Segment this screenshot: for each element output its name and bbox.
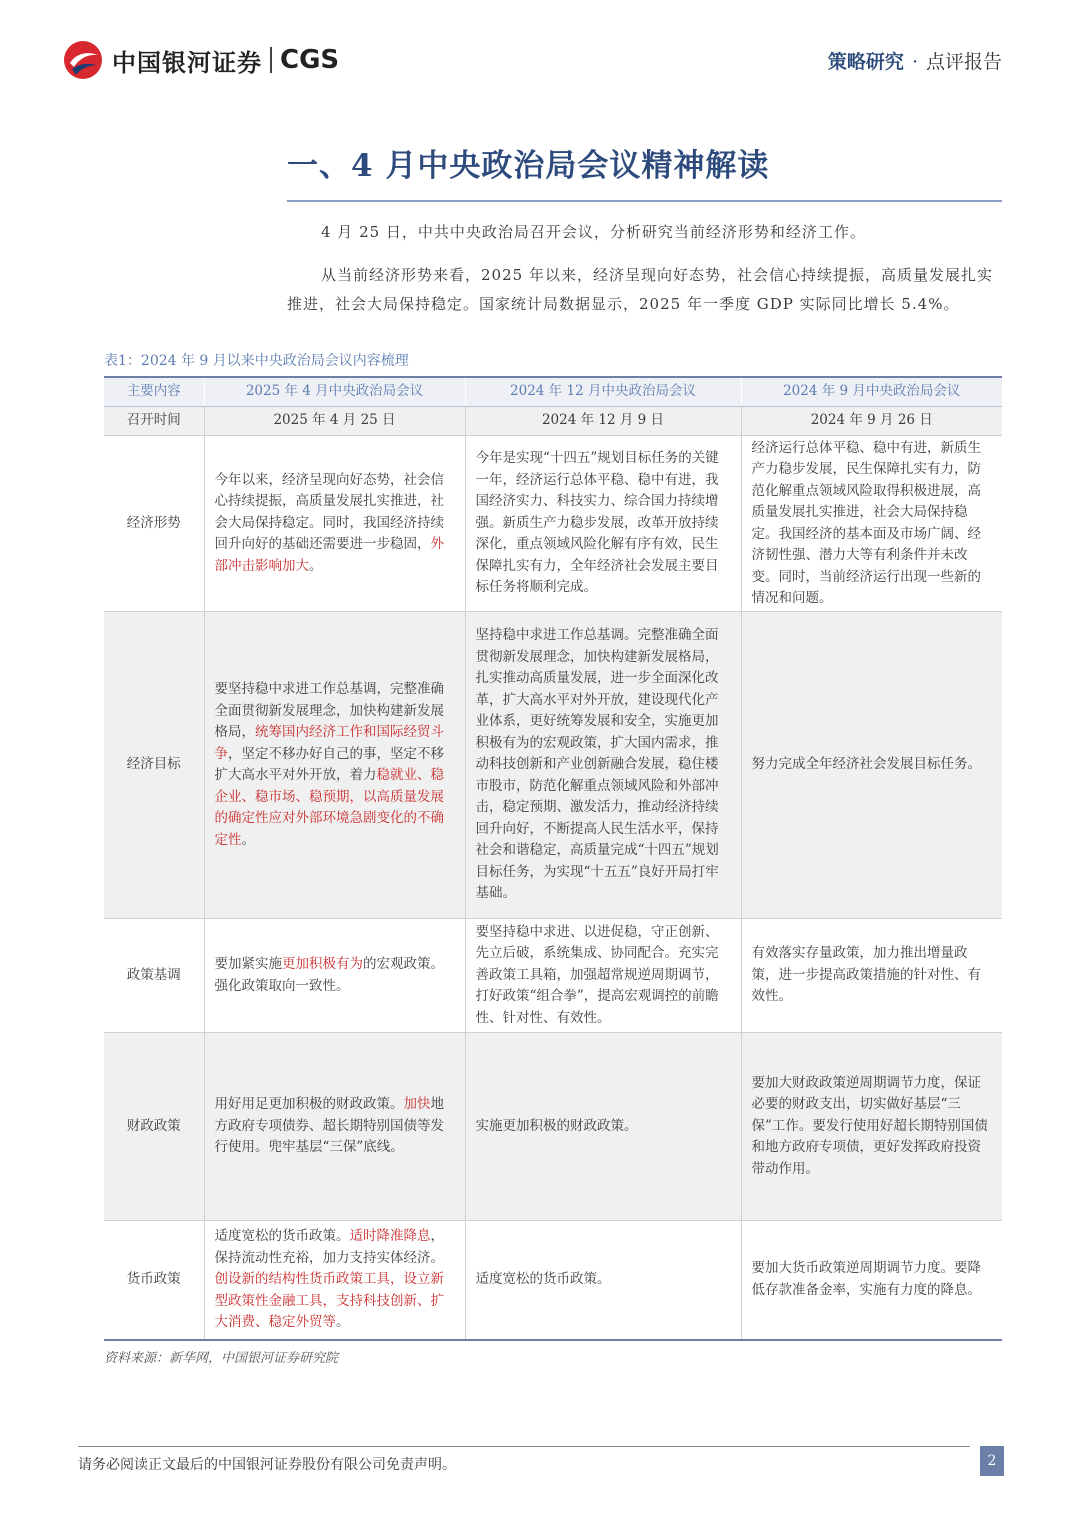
table-row — [104, 436, 1002, 612]
cell-text: 。 — [241, 831, 255, 848]
header-cell: 2025 年 4 月中央政治局会议 — [204, 377, 465, 407]
row-label: 召开时间 — [104, 407, 204, 436]
cell-text: 要加大货币政策逆周期调节力度。要降低存款准备金率，实施有力度的降息。 — [751, 1260, 981, 1298]
brand-name-en: CGS — [280, 45, 340, 75]
table-cell — [741, 1033, 1002, 1221]
row-label: 经济形势 — [104, 436, 204, 612]
table-cell — [741, 436, 1002, 612]
highlight-text: 创设新的结构性货币政策工具，设立新型政策性金融工具，支持科技创新、扩大消费、稳定外贸等 — [214, 1271, 444, 1330]
cell-text: 实施更加积极的财政政策。 — [475, 1117, 638, 1134]
cell-text: 。 — [336, 1314, 350, 1330]
section-title: 一、4 月中央政治局会议精神解读 — [287, 148, 770, 184]
policy-comparison-table — [104, 376, 1002, 1341]
paragraph-1: 4 月 25 日，中共中央政治局召开会议，分析研究当前经济形势和经济工作。 — [321, 223, 866, 241]
table-caption: 表1：2024 年 9 月以来中央政治局会议内容梳理 — [104, 353, 409, 369]
footer-divider — [78, 1446, 970, 1447]
table-row-date — [104, 407, 1002, 436]
row-label: 政策基调 — [104, 919, 204, 1033]
cell-text: 经济运行总体平稳、稳中有进，新质生产力稳步发展，民生保障扎实有力，防范化解重点领域风险取得积极进展，高质量发展扎实推进，社会大局保持稳定。我国经济的基本面及市场广阔、经济韧性强、潜力大等有利条件并未改变。同时，当前经济运行出现一些新的情况和问题。 — [751, 439, 981, 606]
report-dot: · — [911, 51, 918, 73]
cell-text: 适度宽松的货币政策。 — [475, 1271, 611, 1287]
page-header — [0, 0, 1080, 110]
table-row — [104, 1221, 1002, 1340]
header-cell: 2024 年 12 月中央政治局会议 — [465, 377, 741, 407]
cell-text: 。 — [309, 557, 323, 574]
table-cell: 2024 年 9 月 26 日 — [741, 407, 1002, 436]
footer-disclaimer: 请务必阅读正文最后的中国银河证券股份有限公司免责声明。 — [78, 1457, 456, 1473]
cell-text: 坚持稳中求进工作总基调。完整准确全面贯彻新发展理念，加快构建新发展格局，扎实推动高质量发展，进一步全面深化改革，扩大高水平对外开放，建设现代化产业体系，更好统筹发展和安全，实施更加积极有为的宏观政策，扩大国内需求，推动科技创新和产业创新融合发展，稳住楼市股市，防范化解重点领域风险和外部冲击，稳定预期、激发活力，推动经济持续回升向好，不断提高人民生活水平，保持社会和谐稳定，高质量完成“十四五”规划目标任务，为实现“十五五”良好开局打牢基础。 — [475, 627, 719, 902]
table-cell — [204, 612, 465, 919]
cell-text: 努力完成全年经济社会发展目标任务。 — [751, 756, 981, 773]
section-divider — [287, 200, 1002, 202]
report-subtype: 点评报告 — [925, 51, 1002, 73]
table-cell — [465, 436, 741, 612]
highlight-text: 外部冲击影响加大 — [214, 536, 444, 574]
table-cell — [204, 436, 465, 612]
table-cell — [741, 919, 1002, 1033]
table-cell — [741, 1221, 1002, 1340]
cgs-logo-icon — [62, 39, 104, 81]
table-cell — [204, 1221, 465, 1340]
company-logo — [62, 40, 339, 80]
cell-text: 有效落实存量政策，加力推出增量政策，进一步提高政策措施的针对性、有效性。 — [751, 945, 981, 1005]
report-category: 策略研究 — [827, 51, 904, 73]
cell-text: ，坚定不移办好自己的事，坚定不移扩大高水平对外开放，着力 — [214, 745, 444, 783]
header-cell: 2024 年 9 月中央政治局会议 — [741, 377, 1002, 407]
highlight-text: 加快 — [403, 1096, 431, 1113]
table-cell — [465, 1033, 741, 1221]
table-cell — [465, 1221, 741, 1340]
row-label: 经济目标 — [104, 612, 204, 919]
table-cell — [465, 612, 741, 919]
cell-text: 的宏观政策。强化政策取向一致性。 — [214, 956, 444, 994]
table-row — [104, 919, 1002, 1033]
table-cell — [465, 919, 741, 1033]
cell-text: 要加紧实施 — [214, 956, 282, 972]
cell-text: 今年是实现“十四五”规划目标任务的关键一年，经济运行总体平稳、稳中有进，我国经济实力、科技实力、综合国力持续增强。新质生产力稳步发展，改革开放持续深化，重点领域风险化解有序有效，民生保障扎实有力，全年经济社会发展主要目标任务将顺利完成。 — [475, 450, 719, 596]
header-cell: 主要内容 — [104, 377, 204, 407]
highlight-text: 稳就业、稳企业、稳市场、稳预期，以高质量发展的确定性应对外部环境急剧变化的不确定性 — [214, 767, 444, 848]
table-cell — [741, 612, 1002, 919]
brand-name-cn: 中国银河证券 — [112, 48, 262, 77]
table-cell — [204, 1033, 465, 1221]
table-cell — [204, 919, 465, 1033]
cell-text: 要坚持稳中求进、以进促稳，守正创新、先立后破，系统集成、协同配合。充实完善政策工具箱，加强超常规逆周期调节，打好政策“组合拳”，提高宏观调控的前瞻性、针对性、有效性。 — [475, 923, 719, 1026]
cell-text: 今年以来，经济呈现向好态势，社会信心持续提振，高质量发展扎实推进，社会大局保持稳定。同时，我国经济持续回升向好的基础还需要进一步稳固， — [214, 471, 444, 553]
brand-separator — [270, 47, 272, 73]
report-type — [828, 47, 1002, 74]
cell-text: 用好用足更加积极的财政政策。 — [214, 1096, 404, 1113]
cell-text: 要加大财政政策逆周期调节力度，保证必要的财政支出，切实做好基层“三保”工作。要发行使用好超长期特别国债和地方政府专项债，更好发挥政府投资带动作用。 — [751, 1074, 988, 1177]
table-header-row — [104, 377, 1002, 407]
highlight-text: 统筹国内经济工作和国际经贸斗争 — [214, 724, 444, 762]
cell-text: ，保持流动性充裕，加力支持实体经济。 — [214, 1228, 444, 1266]
cell-text: 地方政府专项债券、超长期特别国债等发行使用。兜牢基层“三保”底线。 — [214, 1096, 444, 1156]
table-cell: 2024 年 12 月 9 日 — [465, 407, 741, 436]
cell-text: 适度宽松的货币政策。 — [214, 1228, 350, 1244]
paragraph-2: 从当前经济形势来看，2025 年以来，经济呈现向好态势，社会信心持续提振，高质量发展扎实推进，社会大局保持稳定。国家统计局数据显示，2025 年一季度 GDP 实际同比增长 5.4%。 — [287, 266, 993, 313]
page-number: 2 — [980, 1446, 1004, 1476]
table-source: 资料来源：新华网，中国银河证券研究院 — [104, 1351, 339, 1366]
row-label: 货币政策 — [104, 1221, 204, 1340]
table-cell: 2025 年 4 月 25 日 — [204, 407, 465, 436]
table-row — [104, 612, 1002, 919]
row-label: 财政政策 — [104, 1033, 204, 1221]
cell-text: 要坚持稳中求进工作总基调，完整准确全面贯彻新发展理念，加快构建新发展格局， — [214, 681, 444, 740]
highlight-text: 更加积极有为 — [282, 956, 363, 972]
highlight-text: 适时降准降息 — [349, 1228, 431, 1244]
table-row — [104, 1033, 1002, 1221]
